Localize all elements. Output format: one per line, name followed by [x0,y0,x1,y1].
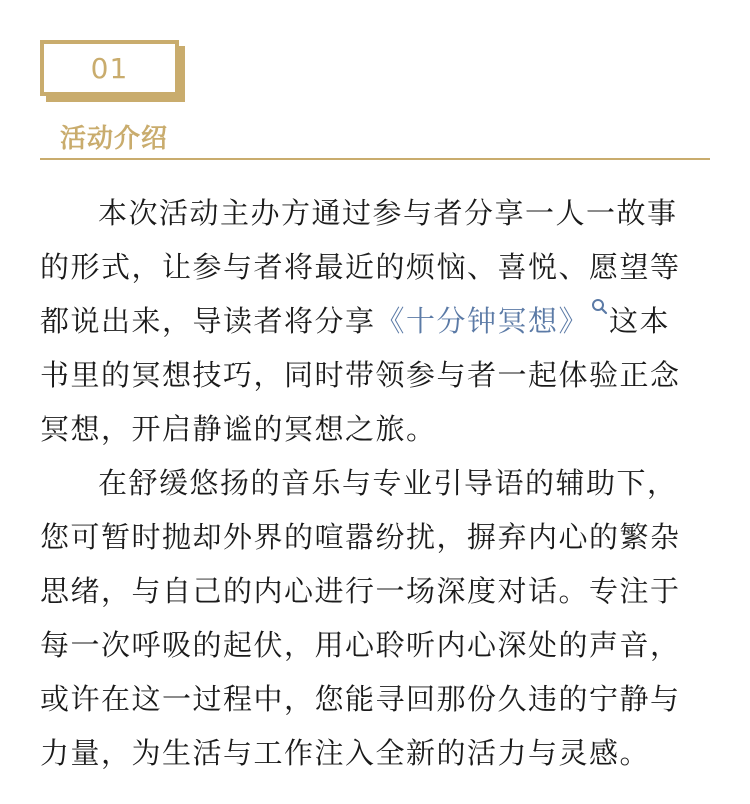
paragraph-1-rest: 这本书里的冥想技巧，同时带领参与者一起体验正念冥想，开启静谧的冥想之旅。 [40,304,681,446]
section-number: 01 [90,51,129,85]
paragraph-1-intro: 本次活动主办方通过参与者分享一人一故事的形式，让参与者将最近的烦恼、喜悦、愿望等都说出来，导读者将分享 [40,196,681,338]
book-title-link[interactable]: 《十分钟冥想》 [375,304,590,338]
section-number-badge [40,40,179,96]
paragraph-1 [40,186,700,456]
search-icon[interactable] [591,298,609,318]
article-body [40,186,700,780]
title-divider [40,158,710,160]
paragraph-2: 在舒缓悠扬的音乐与专业引导语的辅助下，您可暂时抛却外界的喧嚣纷扰，摒弃内心的繁杂思绪，与自己的内心进行一场深度对话。专注于每一次呼吸的起伏，用心聆听内心深处的声音，或许在这一过程中，您能寻回那份久违的宁静与力量，为生活与工作注入全新的活力与灵感。 [40,466,681,770]
section-title: 活动介绍 [60,124,169,154]
